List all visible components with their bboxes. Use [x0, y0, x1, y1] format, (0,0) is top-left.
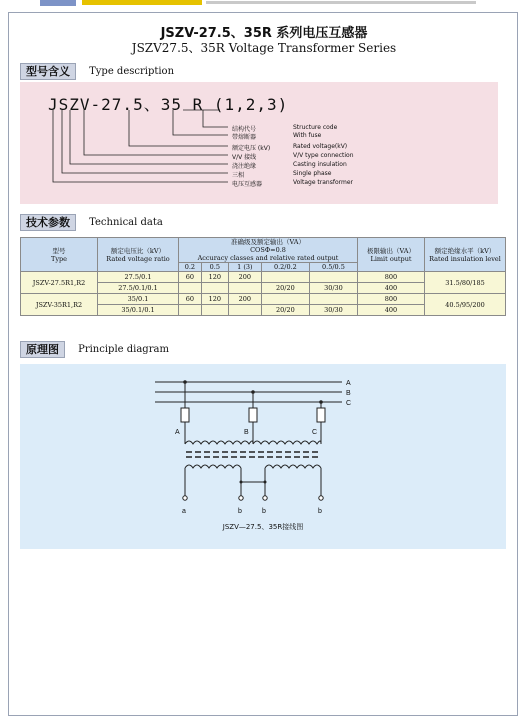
cell-insulation: 40.5/95/200 — [425, 294, 506, 316]
cell-acc — [309, 294, 357, 305]
secondary-label-b: b — [238, 508, 242, 515]
cell-acc — [201, 283, 228, 294]
cell-ratio: 35/0.1 — [98, 294, 179, 305]
model-code: JSZV-27.5、35 R (1,2,3) — [48, 95, 289, 114]
acc-class-header: 0.2/0.2 — [261, 263, 309, 272]
cell-acc — [201, 305, 228, 316]
cell-acc — [261, 294, 309, 305]
header-insulation: 额定绝缘水平（kV） Rated insulation level — [425, 238, 506, 272]
primary-label-a: A — [175, 429, 180, 436]
cell-acc: 200 — [228, 272, 261, 283]
type-item-en: With fuse — [293, 132, 322, 139]
bus-label-a: A — [346, 380, 351, 387]
secondary-label-a: a — [182, 508, 186, 515]
type-item-cn: 带熔断器 — [232, 134, 257, 141]
cell-acc — [179, 305, 202, 316]
cell-acc — [309, 272, 357, 283]
primary-label-c: C — [312, 429, 318, 436]
table-row — [21, 294, 506, 305]
type-item-en: Voltage transformer — [293, 179, 353, 186]
type-item-cn: 浇注绝缘 — [232, 163, 257, 170]
cell-acc — [179, 283, 202, 294]
cell-ratio: 27.5/0.1 — [98, 272, 179, 283]
type-item-cn: 结构代号 — [232, 126, 257, 133]
cell-insulation: 31.5/80/185 — [425, 272, 506, 294]
cell-ratio: 27.5/0.1/0.1 — [98, 283, 179, 294]
cell-limit: 800 — [358, 272, 425, 283]
section-label-cn: 型号含义 — [20, 63, 76, 80]
primary-label-b: B — [244, 429, 249, 436]
cell-acc: 120 — [201, 294, 228, 305]
section-label-en: Type description — [89, 66, 175, 77]
header-ratio: 额定电压比（kV） Rated voltage ratio — [98, 238, 179, 272]
acc-class-header: 0.5/0.5 — [309, 263, 357, 272]
section-technical-data — [20, 212, 163, 229]
section-label-cn: 技术参数 — [20, 214, 76, 231]
page-title-cn: JSZV-27.5、35R 系列电压互感器 — [160, 26, 368, 41]
table-row — [21, 272, 506, 283]
cell-limit: 400 — [358, 305, 425, 316]
section-label-cn: 原理图 — [20, 341, 65, 358]
bus-label-b: B — [346, 390, 351, 397]
type-item-cn: 电压互感器 — [232, 181, 263, 188]
cell-acc: 30/30 — [309, 305, 357, 316]
type-item-en: Structure code — [293, 124, 338, 131]
section-principle-diagram — [20, 339, 169, 356]
secondary-label-b2: b — [262, 508, 266, 515]
header-limit: 极限输出（VA） Limit output — [358, 238, 425, 272]
acc-class-header: 0.2 — [179, 263, 202, 272]
type-item-en: Rated voltage(kV) — [293, 143, 348, 150]
cell-acc: 60 — [179, 294, 202, 305]
cell-acc: 30/30 — [309, 283, 357, 294]
section-label-en: Technical data — [89, 217, 163, 228]
type-item-en: Casting insulation — [293, 161, 347, 168]
header-accuracy: 准确级及额定输出（VA） COSΦ=0.8 Accuracy classes and relative rated output — [179, 238, 358, 263]
secondary-label-b3: b — [318, 508, 322, 515]
header-type: 型号 Type — [21, 238, 98, 272]
type-item-cn: 额定电压 (kV) — [232, 145, 271, 152]
cell-type: JSZV-35R1,R2 — [21, 294, 98, 316]
cell-type: JSZV-27.5R1,R2 — [21, 272, 98, 294]
type-item-cn: V/V 接线 — [232, 154, 257, 161]
bus-label-c: C — [346, 400, 352, 407]
cell-ratio: 35/0.1/0.1 — [98, 305, 179, 316]
cell-acc: 60 — [179, 272, 202, 283]
cell-acc — [261, 272, 309, 283]
acc-class-header: 1 (3) — [228, 263, 261, 272]
cell-acc — [228, 283, 261, 294]
page-title-en: JSZV27.5、35R Voltage Transformer Series — [131, 41, 397, 55]
cell-acc: 120 — [201, 272, 228, 283]
cell-acc: 20/20 — [261, 305, 309, 316]
acc-class-header: 0.5 — [201, 263, 228, 272]
type-item-en: Single phase — [293, 170, 332, 177]
type-item-cn: 三相 — [232, 172, 245, 179]
principle-diagram-panel — [20, 364, 506, 549]
technical-data-table — [20, 237, 506, 316]
cell-acc: 200 — [228, 294, 261, 305]
cell-acc: 20/20 — [261, 283, 309, 294]
cell-limit: 800 — [358, 294, 425, 305]
diagram-caption: JSZV—27.5、35R接线图 — [222, 523, 304, 531]
type-item-en: V/V type connection — [293, 152, 354, 159]
type-pointer-lines — [0, 0, 528, 210]
section-label-en: Principle diagram — [78, 344, 169, 355]
cell-limit: 400 — [358, 283, 425, 294]
cell-acc — [228, 305, 261, 316]
